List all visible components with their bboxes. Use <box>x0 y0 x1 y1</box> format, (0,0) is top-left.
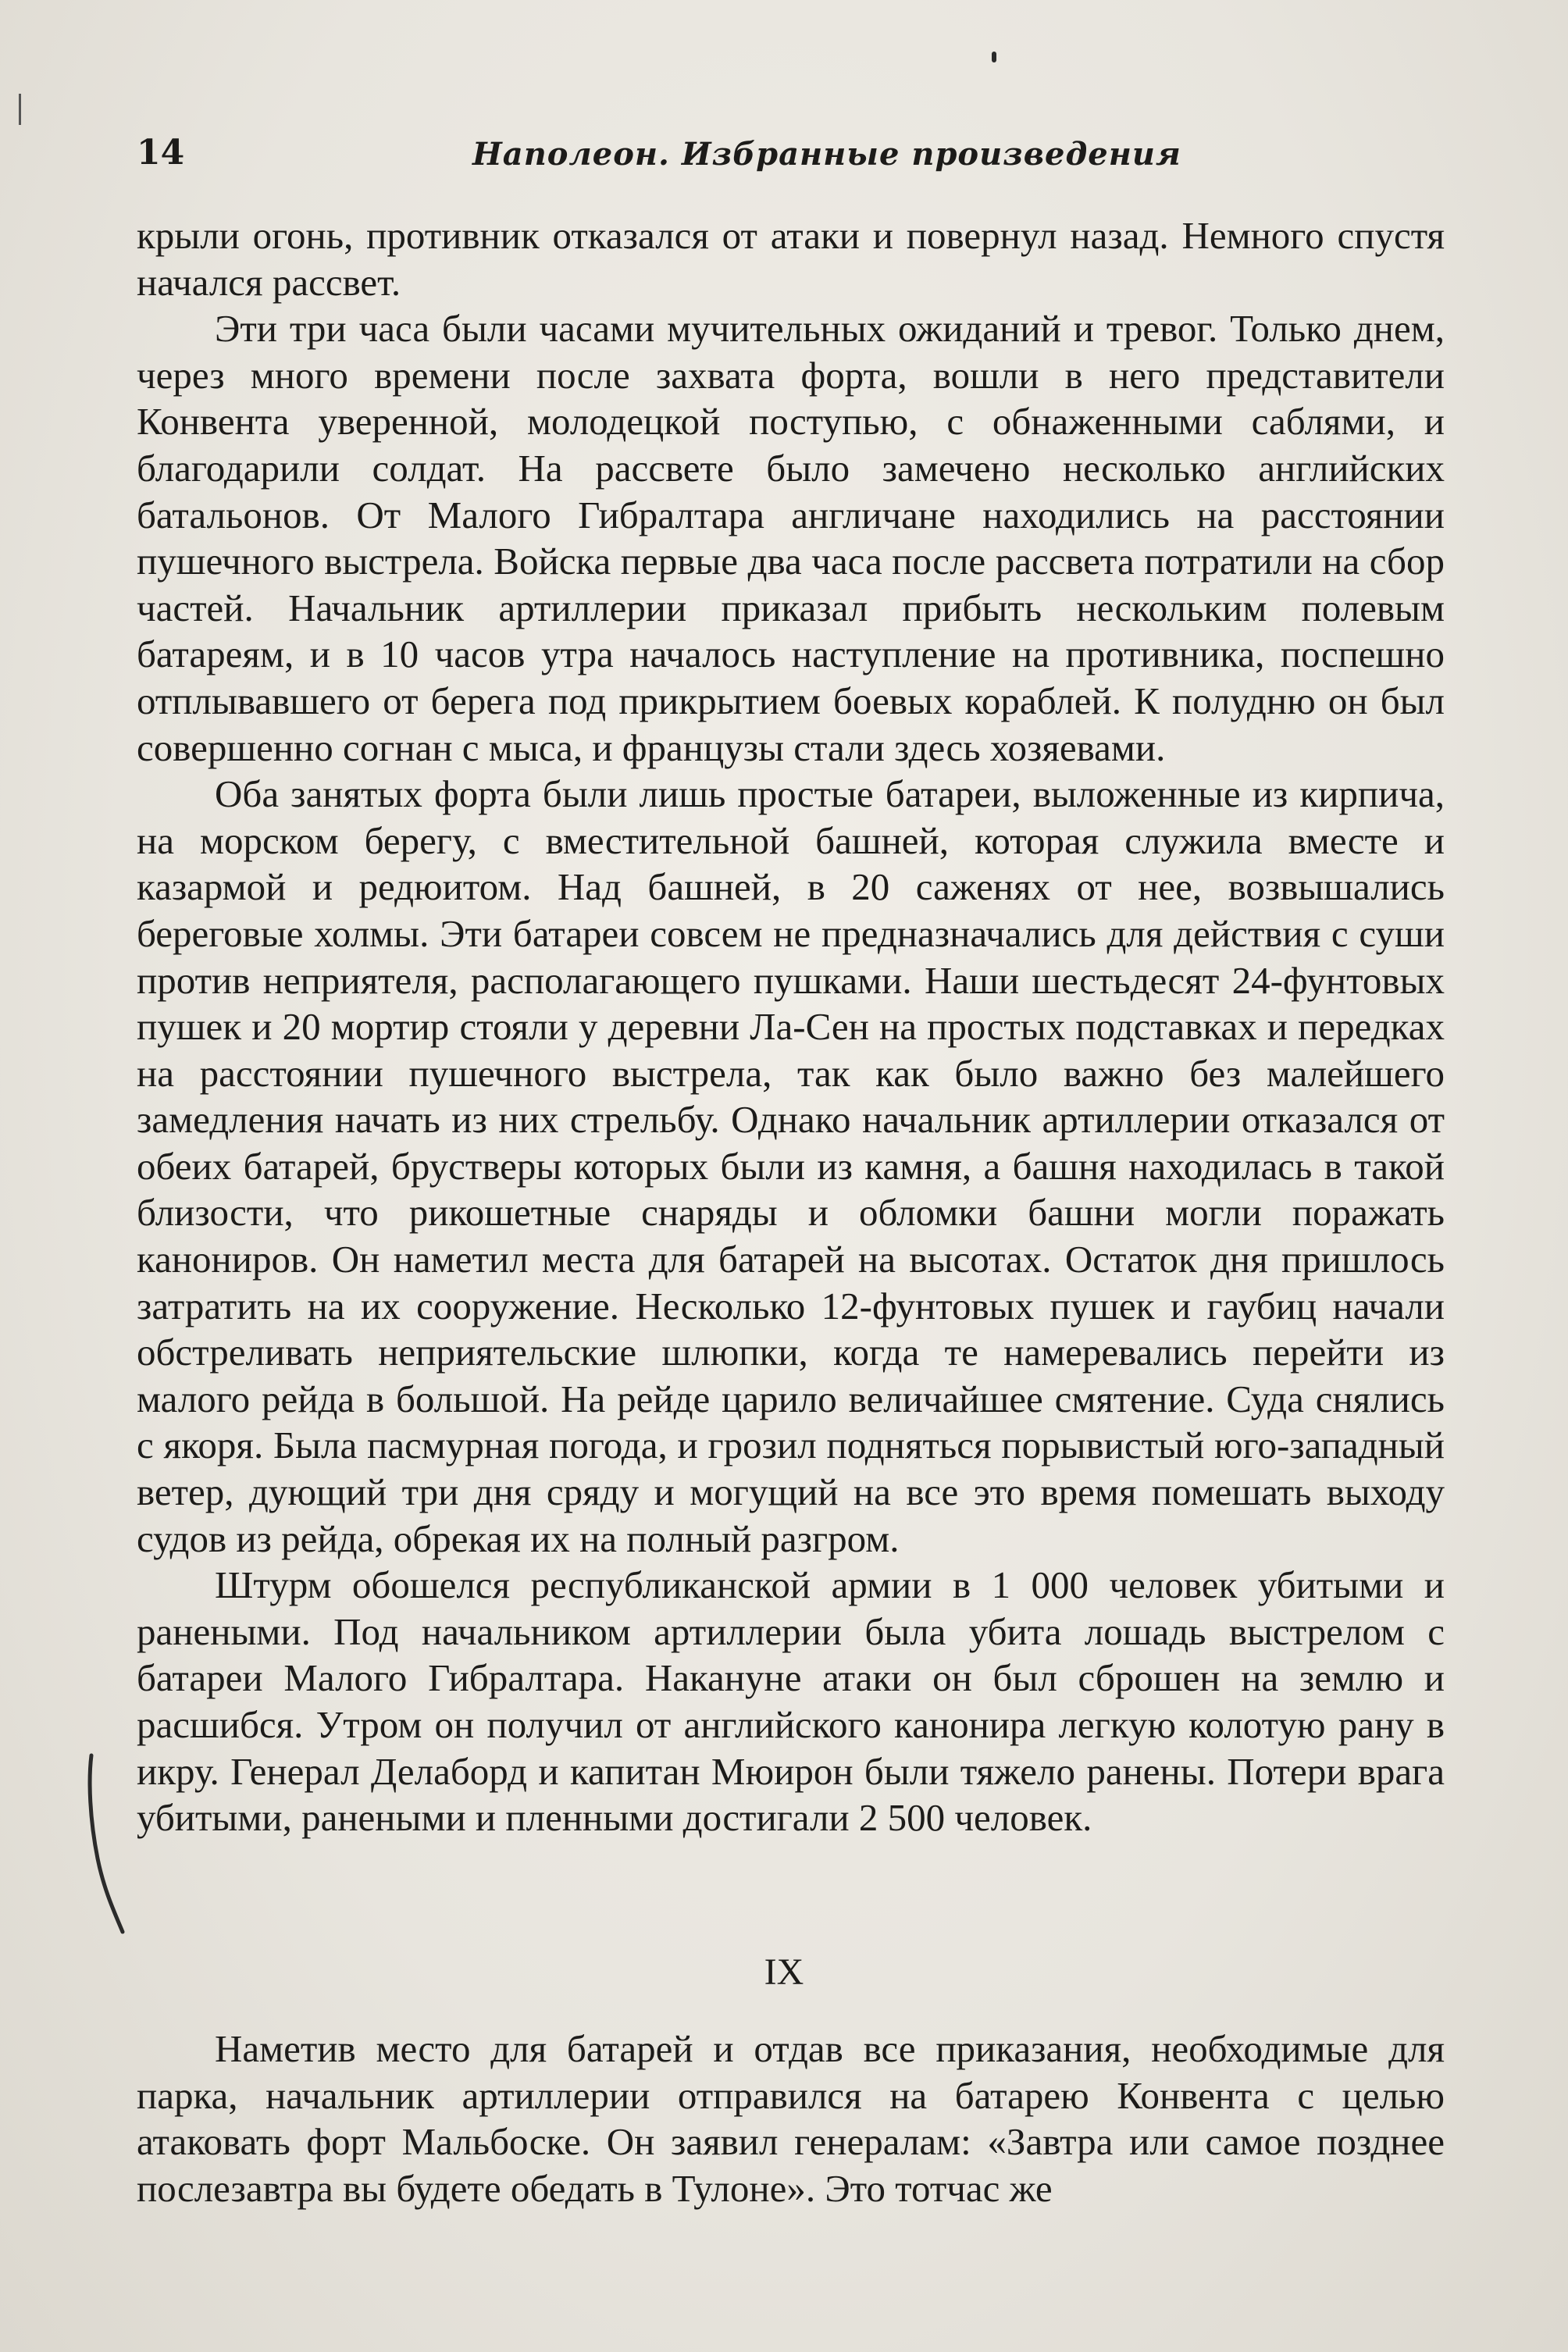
main-text <box>137 212 1445 1841</box>
page-number: 14 <box>137 133 185 173</box>
ink-speck <box>992 52 996 62</box>
paragraph: Эти три часа были часами мучительных ожиданий и тревог. Только днем, через много времени после захвата форта, вошли в него представители Конвента уверенной, молодецкой поступью, с обнаженными саблями, и благодарили солдат. На рассвете было замечено несколько английских батальонов. От Малого Гибралтара англичане находились на расстоянии пушечного выстрела. Войска первые два часа после рассвета потратили на сбор частей. Начальник артиллерии приказал прибыть нескольким полевым батареям, и в 10 часов утра началось наступление на противника, поспешно отплывавшего от берега под прикрытием боевых кораблей. К полудню он был совершенно согнан с мыса, и французы стали здесь хозяевами. <box>137 307 1445 769</box>
paragraph: Штурм обошелся республиканской армии в 1 000 человек убитыми и ранеными. Под начальником артиллерии была убита лошадь выстрелом с батареи Малого Гибралтара. Накануне атаки он был сброшен на землю и расшибся. Утром он получил от английского канонира легкую колотую рану в икру. Генерал Делаборд и капитан Мюирон были тяжело ранены. Потери врага убитыми, ранеными и пленными достигали 2 500 человек. <box>137 1563 1445 1840</box>
section-text <box>137 2026 1445 2211</box>
page-header <box>137 133 1449 180</box>
paragraph: Оба занятых форта были лишь простые батареи, выложенные из кирпича, на морском берегу, с вместительной башней, которая служила вместе и казармой и редюитом. Над башней, в 20 саженях от нее, возвышались береговые холмы. Эти батареи совсем не предназначались для действия с суши против неприятеля, располагающего пушками. Наши шестьдесят 24-фунтовых пушек и 20 мортир стояли у деревни Ла-Сен на простых подставках и передках на расстоянии пушечного выстрела, так как было важно без малейшего замедления начать из них стрельбу. Однако начальник артиллерии отказался от обеих батарей, брустверы которых были из камня, а башня находилась в такой близости, что рикошетные снаряды и обломки башни могли поражать канониров. Он наметил места для батарей на высотах. Остаток дня пришлось затратить на их сооружение. Несколько 12-фунтовых пушек и гаубиц начали обстреливать неприятельские шлюпки, когда те намеревались перейти из малого рейда в большой. На рейде царило величайшее смятение. Суда снялись с якоря. Была пасмурная погода, и грозил подняться порывистый юго-западный ветер, дующий три дня сряду и могущий на все это время помешать выходу судов из рейда, обрекая их на полный разгром. <box>137 772 1445 1560</box>
margin-pencil-mark <box>74 1749 137 1937</box>
edge-shadow <box>19 94 21 125</box>
running-title: Наполеон. Избранные произведения <box>472 136 1181 173</box>
paragraph: Наметив место для батарей и отдав все приказания, необходимые для парка, начальник артиллерии отправился на батарею Конвента с целью атаковать форт Мальбоске. Он заявил генералам: «Завтра или самое позднее послезавтра вы будете обедать в Тулоне». Это тотчас же <box>137 2027 1445 2210</box>
paragraph: крыли огонь, противник отказался от атаки и повернул назад. Немного спустя начался рассвет. <box>137 214 1445 304</box>
section-numeral: IX <box>764 1951 804 1993</box>
